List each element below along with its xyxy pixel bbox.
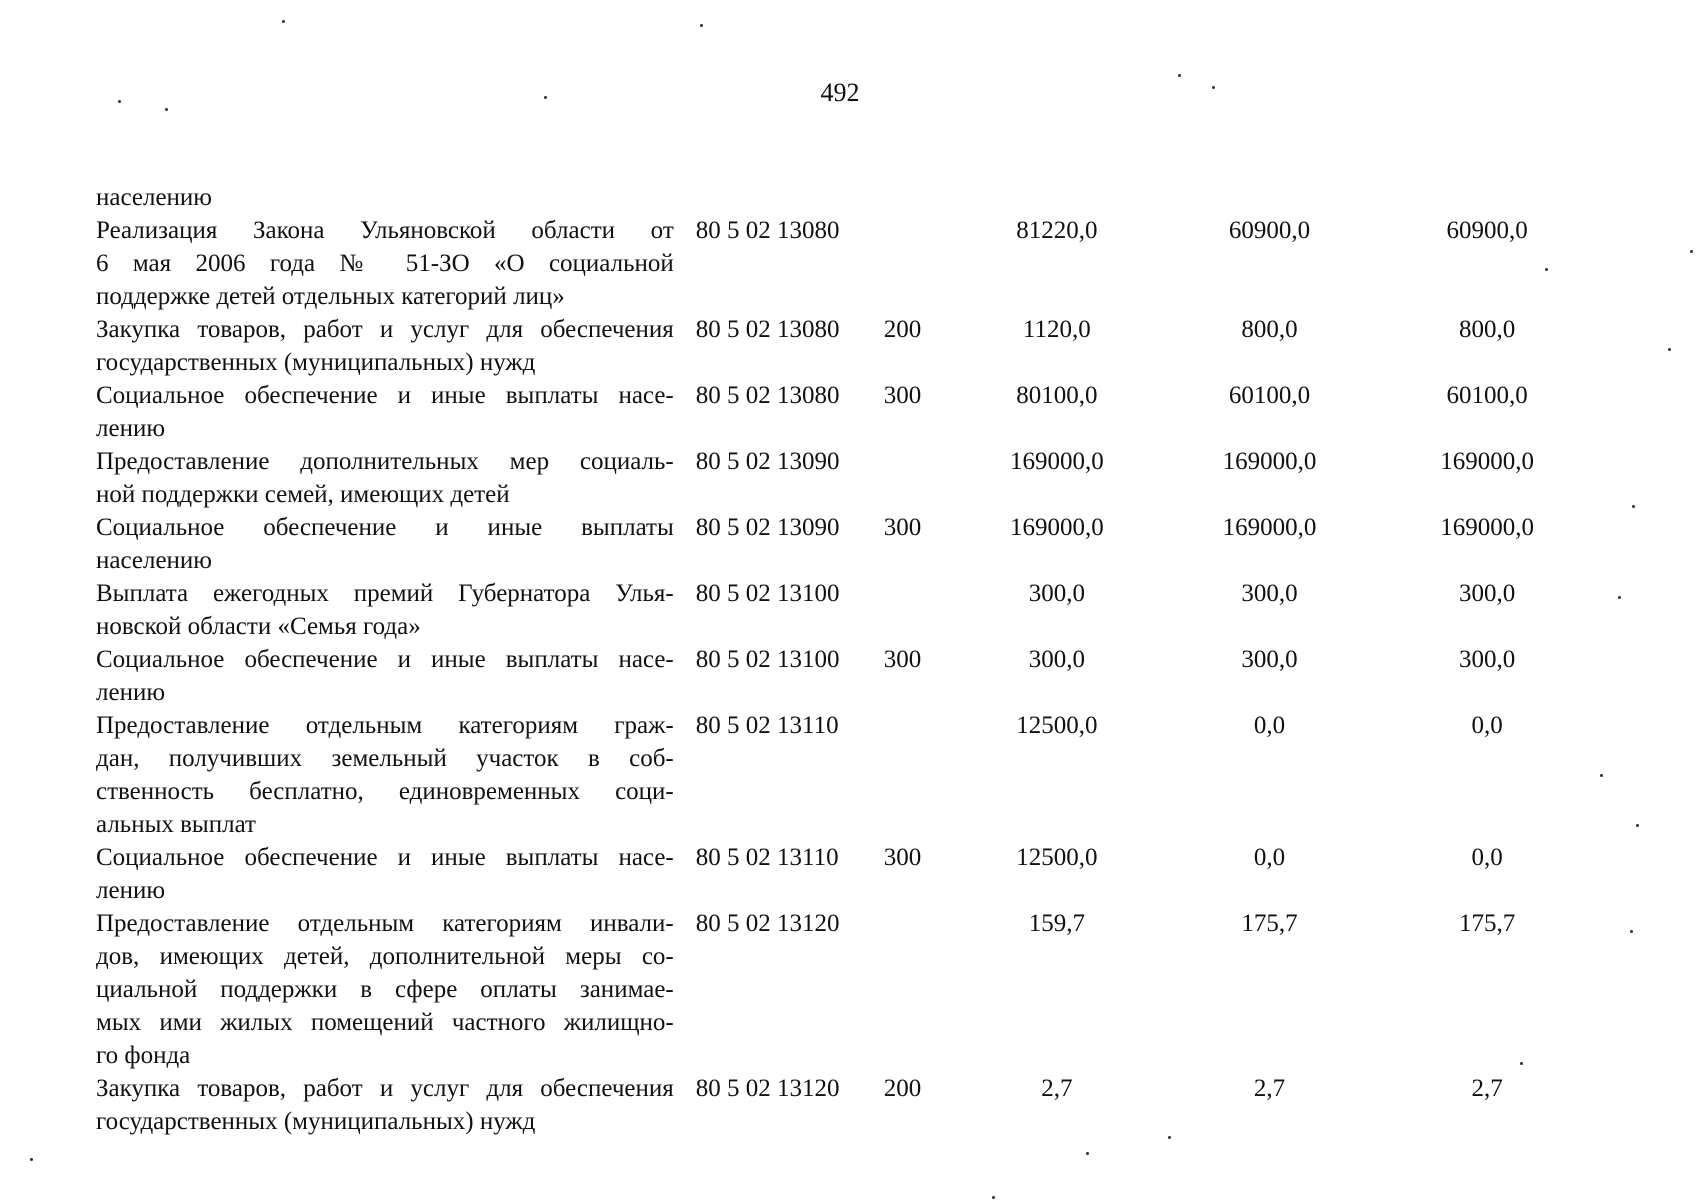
scan-speck: [544, 96, 547, 99]
row-name-line: дов, имеющих детей, дополнительной меры со-: [96, 943, 674, 970]
row-amount-year-2: 800,0: [1241, 316, 1298, 343]
row-name-line: мых ими жилых помещений частного жилищно-: [96, 1009, 674, 1036]
row-target-code: 80 5 02 13090: [695, 448, 840, 475]
row-expense-kind: 300: [883, 514, 922, 541]
row-amount-year-3: 60900,0: [1446, 217, 1528, 244]
table-row: [96, 907, 1596, 1072]
scan-speck: [30, 1158, 33, 1161]
row-name-line: ственность бесплатно, единовременных соци-: [96, 778, 674, 805]
row-amount-year-3: 300,0: [1459, 580, 1516, 607]
row-amount-year-1: 12500,0: [1016, 844, 1098, 871]
scan-speck: [165, 108, 168, 111]
row-name-line: Социальное обеспечение и иные выплаты насе-: [96, 382, 674, 409]
row-amount-year-2: 175,7: [1241, 910, 1298, 937]
row-amount-year-3: 0,0: [1471, 712, 1503, 739]
table-row: [96, 445, 1596, 511]
row-expense-kind: 200: [883, 316, 922, 343]
row-amount-year-3: 169000,0: [1440, 448, 1535, 475]
row-name: [96, 841, 674, 907]
row-expense-kind: 300: [883, 646, 922, 673]
row-target-code: 80 5 02 13100: [695, 646, 840, 673]
row-name: [96, 379, 674, 445]
scan-speck: [1178, 74, 1181, 77]
scan-speck: [1212, 86, 1215, 89]
row-name-line: лению: [96, 415, 166, 442]
scan-speck: [1630, 930, 1633, 933]
budget-table: [96, 182, 1596, 1138]
row-amount-year-3: 175,7: [1459, 910, 1516, 937]
row-name-line: Предоставление отдельным категориям инвали-: [96, 910, 674, 937]
row-amount-year-2: 60900,0: [1228, 217, 1311, 244]
row-name: [96, 643, 674, 709]
row-amount-year-2: 2,7: [1253, 1075, 1286, 1102]
row-amount-year-2: 169000,0: [1222, 448, 1317, 475]
row-name-line: населению: [96, 547, 212, 574]
scan-speck: [1690, 250, 1693, 253]
row-name-line: Реализация Закона Ульяновской области от: [96, 217, 674, 244]
row-name-line: дан, получивших земельный участок в соб-: [96, 745, 674, 772]
table-row: [96, 214, 1596, 313]
row-name-line: лению: [96, 877, 166, 904]
table-body: [96, 214, 1596, 1138]
row-amount-year-2: 0,0: [1253, 844, 1286, 871]
row-name: [96, 445, 674, 511]
row-amount-year-1: 169000,0: [1009, 514, 1104, 541]
row-name-line: Выплата ежегодных премий Губернатора Улья-: [96, 580, 674, 607]
row-name: [96, 907, 674, 1072]
row-name-line: государственных (муниципальных) нужд: [96, 1108, 536, 1135]
row-name-line: государственных (муниципальных) нужд: [96, 349, 536, 376]
row-target-code: 80 5 02 13100: [695, 580, 840, 607]
table-row: [96, 1072, 1596, 1138]
scan-speck: [1632, 505, 1635, 508]
scan-speck: [1668, 348, 1671, 351]
table-row: [96, 511, 1596, 577]
row-amount-year-1: 1120,0: [1022, 316, 1091, 343]
row-name-line: лению: [96, 679, 166, 706]
row-name-line: Социальное обеспечение и иные выплаты насе-: [96, 844, 674, 871]
scan-speck: [1618, 596, 1621, 599]
row-name-line: Предоставление дополнительных мер социаль-: [96, 448, 674, 475]
scan-speck: [1636, 824, 1639, 827]
row-amount-year-3: 800,0: [1459, 316, 1516, 343]
row-name-line: циальной поддержки в сфере оплаты занимае-: [96, 976, 674, 1003]
row-amount-year-3: 169000,0: [1440, 514, 1535, 541]
row-name-line: альных выплат: [96, 811, 256, 838]
continuation-line: населению: [96, 184, 212, 211]
row-name-line: 6 мая 2006 года № 51-ЗО «О социальной: [96, 250, 674, 277]
scan-speck: [1600, 774, 1603, 777]
row-amount-year-1: 2,7: [1041, 1075, 1073, 1102]
scan-speck: [700, 24, 703, 27]
row-expense-kind: 300: [883, 844, 922, 871]
row-target-code: 80 5 02 13080: [695, 382, 840, 409]
scan-speck: [992, 1196, 995, 1199]
row-name-line: ной поддержки семей, имеющих детей: [96, 481, 510, 508]
row-name: [96, 511, 674, 577]
row-name-line: Закупка товаров, работ и услуг для обеспечения: [96, 316, 674, 343]
row-name-line: поддержке детей отдельных категорий лиц»: [96, 283, 565, 310]
row-target-code: 80 5 02 13090: [695, 514, 840, 541]
row-amount-year-1: 300,0: [1028, 580, 1085, 607]
row-amount-year-3: 300,0: [1459, 646, 1516, 673]
row-expense-kind: 200: [883, 1075, 922, 1102]
row-name: [96, 577, 674, 643]
table-row: [96, 709, 1596, 841]
row-amount-year-1: 80100,0: [1016, 382, 1098, 409]
row-amount-year-2: 300,0: [1241, 646, 1298, 673]
table-row: [96, 313, 1596, 379]
row-amount-year-3: 0,0: [1471, 844, 1503, 871]
row-name-line: Предоставление отдельным категориям граж-: [96, 712, 674, 739]
row-amount-year-3: 60100,0: [1446, 382, 1528, 409]
row-amount-year-1: 169000,0: [1009, 448, 1104, 475]
row-name: [96, 313, 674, 379]
row-target-code: 80 5 02 13120: [695, 1075, 840, 1102]
table-row: [96, 841, 1596, 907]
row-target-code: 80 5 02 13120: [695, 910, 840, 937]
row-amount-year-1: 81220,0: [1016, 217, 1098, 244]
row-amount-year-3: 2,7: [1471, 1075, 1503, 1102]
table-row: [96, 643, 1596, 709]
scan-speck: [1086, 1152, 1089, 1155]
row-amount-year-1: 300,0: [1028, 646, 1085, 673]
row-name-line: Закупка товаров, работ и услуг для обеспечения: [96, 1075, 674, 1102]
row-name-line: Социальное обеспечение и иные выплаты: [96, 514, 674, 541]
row-amount-year-1: 12500,0: [1016, 712, 1098, 739]
page-number: 492: [820, 78, 860, 107]
row-name: [96, 1072, 674, 1138]
scan-speck: [118, 100, 121, 103]
table-row: [96, 577, 1596, 643]
table-row: [96, 379, 1596, 445]
row-name: [96, 709, 674, 841]
row-target-code: 80 5 02 13110: [695, 844, 839, 871]
row-target-code: 80 5 02 13080: [695, 316, 840, 343]
row-target-code: 80 5 02 13110: [695, 712, 839, 739]
scan-speck: [282, 20, 285, 23]
row-name-line: Социальное обеспечение и иные выплаты насе-: [96, 646, 674, 673]
row-name-line: новской области «Семья года»: [96, 613, 421, 640]
row-amount-year-2: 169000,0: [1222, 514, 1317, 541]
row-amount-year-2: 300,0: [1241, 580, 1298, 607]
row-amount-year-2: 0,0: [1253, 712, 1286, 739]
row-name-line: го фонда: [96, 1042, 191, 1069]
row-target-code: 80 5 02 13080: [695, 217, 840, 244]
row-amount-year-2: 60100,0: [1228, 382, 1311, 409]
row-name: [96, 214, 674, 313]
row-amount-year-1: 159,7: [1028, 910, 1085, 937]
row-expense-kind: 300: [883, 382, 922, 409]
